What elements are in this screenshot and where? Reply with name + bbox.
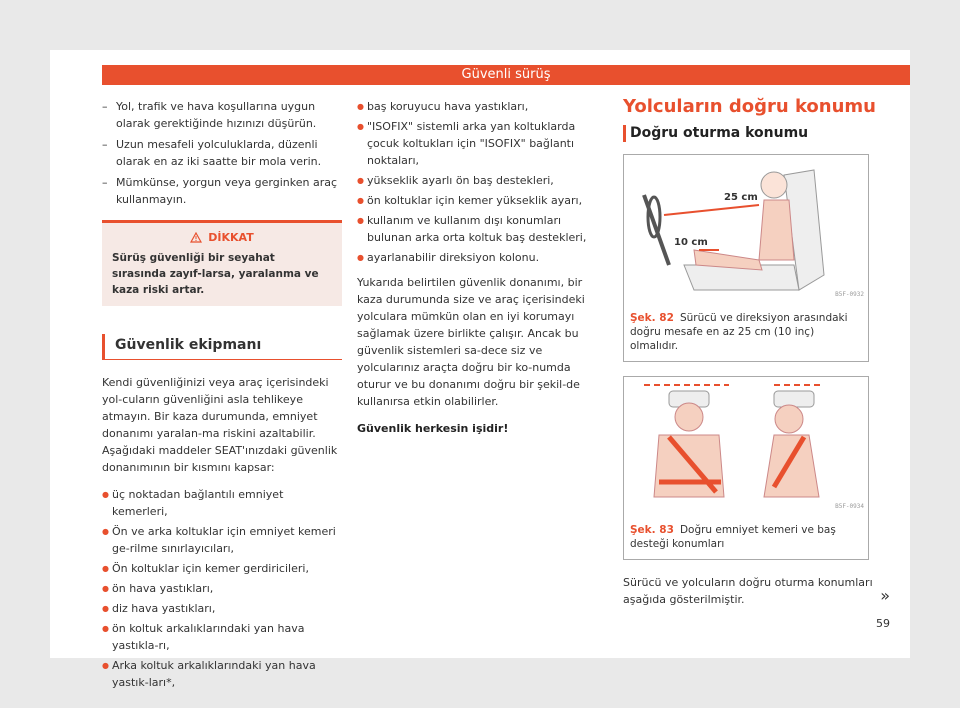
figure-label: Şek. 83 xyxy=(630,524,674,536)
figure-83 xyxy=(623,376,869,560)
column-right xyxy=(623,98,910,618)
list-item: ● "ISOFIX" sistemli arka yan koltuklarda çocuk koltukları için "ISOFIX" bağlantı noktaları, xyxy=(357,118,603,169)
dash-item: – Mümkünse, yorgun veya gerginken araç kullanmayın. xyxy=(102,174,342,208)
list-item: ● ayarlanabilir direksiyon kolonu. xyxy=(357,249,603,266)
list-item: ● yükseklik ayarlı ön baş destekleri, xyxy=(357,172,603,189)
column-middle xyxy=(357,98,603,437)
emphasis-line: Güvenlik herkesin işidir! xyxy=(357,422,509,435)
dimension-label-25: 25 cm xyxy=(724,192,758,203)
manual-page xyxy=(50,50,910,689)
caution-body: Sürüş güvenliği bir seyahat sırasında zayıf-larsa, yaralanma ve kaza riski artar. xyxy=(112,252,319,296)
list-item: ● üç noktadan bağlantılı emniyet kemerleri, xyxy=(102,486,342,520)
list-item: ● Ön ve arka koltuklar için emniyet kemeri ge-rilme sınırlayıcıları, xyxy=(102,523,342,557)
dash-item: – Yol, trafik ve hava koşullarına uygun olarak gerektiğinde hızınızı düşürün. xyxy=(102,98,342,132)
page-header: Güvenli sürüş xyxy=(102,65,910,85)
column-left xyxy=(102,98,342,694)
figure-82-caption xyxy=(624,305,868,361)
figure-code: B5F-0932 xyxy=(835,291,864,298)
intro-paragraph: Kendi güvenliğinizi veya araç içerisindeki yol-cuların güvenliğini asla tehlikeye atmayın. Bir kaza durumunda, emniyet donanımı yaralan-ma riskini azaltabilir. Aşağıdaki maddeler SEAT'ınızdaki güvenlik donanımının bir kısmını kapsar: xyxy=(102,376,338,474)
figure-83-caption xyxy=(624,517,868,559)
figure-code: B5F-0934 xyxy=(835,503,864,510)
seatbelt-headrest-illustration xyxy=(624,377,868,517)
continue-marker: » xyxy=(880,586,890,605)
caution-box xyxy=(102,220,342,306)
figure-label: Şek. 82 xyxy=(630,312,674,324)
list-item: ● baş koruyucu hava yastıkları, xyxy=(357,98,603,115)
warning-triangle-icon xyxy=(190,232,202,243)
list-item: ● kullanım ve kullanım dışı konumları bulunan arka orta koltuk baş destekleri, xyxy=(357,212,603,246)
list-item: ● diz hava yastıkları, xyxy=(102,600,342,617)
figure-82-illustration xyxy=(624,155,868,305)
list-item: ● ön koltuk arkalıklarındaki yan hava yastıkla-rı, xyxy=(102,620,342,654)
figure-83-illustration xyxy=(624,377,868,517)
caption-text: Sürücü ve direksiyon arasındaki doğru mesafe en az 25 cm (10 inç) olmalıdır. xyxy=(630,312,848,352)
list-item: ● ön hava yastıkları, xyxy=(102,580,342,597)
list-item: ● ön koltuklar için kemer yükseklik ayarı, xyxy=(357,192,603,209)
page-heading: Yolcuların doğru konumu xyxy=(623,96,876,117)
page-number: 59 xyxy=(876,617,890,630)
list-item: ● Ön koltuklar için kemer gerdiricileri, xyxy=(102,560,342,577)
figure-82 xyxy=(623,154,869,362)
dimension-label-10: 10 cm xyxy=(674,237,708,248)
subheading: Doğru oturma konumu xyxy=(623,125,910,142)
driver-seating-illustration xyxy=(624,155,868,305)
caution-title xyxy=(112,229,332,246)
dash-item: – Uzun mesafeli yolculuklarda, düzenli olarak en az iki saatte bir mola verin. xyxy=(102,136,342,170)
body-paragraph: Yukarıda belirtilen güvenlik donanımı, bir kaza durumunda size ve araç içerisindeki yolculara mümkün olan en iyi korumayı sağlamak üzere birlikte çalışır. Ancak bu güvenlik sistemleri sa-dece siz ve yolcularınız araçta doğru bir ko-numda oturur ve bu donanımı doğru bir şekil-de kullanırsa etkin olabilirler. xyxy=(357,276,585,408)
closing-paragraph: Sürücü ve yolcuların doğru oturma konumları aşağıda gösterilmiştir. xyxy=(623,576,873,606)
caution-title-text: DİKKAT xyxy=(208,231,254,244)
caption-text: Doğru emniyet kemeri ve baş desteği konumları xyxy=(630,524,836,550)
list-item: ● Arka koltuk arkalıklarındaki yan hava yastık-ları*, xyxy=(102,657,342,691)
section-title: Güvenlik ekipmanı xyxy=(102,334,342,360)
